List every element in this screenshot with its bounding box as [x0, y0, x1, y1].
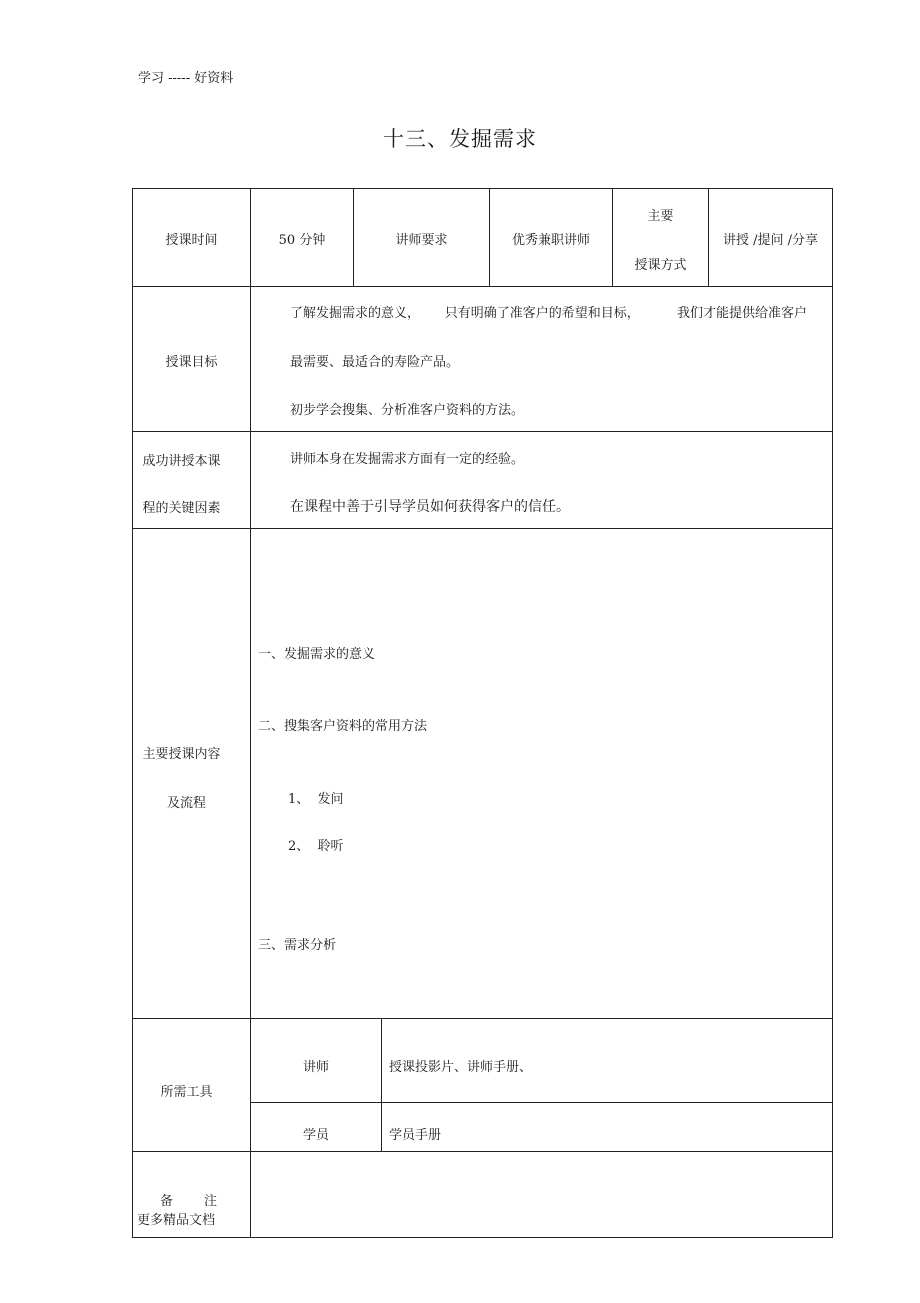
lesson-goal-line: 了解发掘需求的意义， 只有明确了准客户的希望和目标， 我们才能提供给准客户 [290, 306, 807, 321]
tools-teacher-label: 讲师 [302, 1060, 329, 1075]
table-border [132, 528, 833, 529]
key-factors-label-line1: 成功讲授本课 [142, 454, 221, 469]
teacher-requirement-value: 优秀兼职讲师 [511, 233, 590, 248]
table-border [250, 188, 251, 1238]
content-subitem: 2、 聆听 [288, 839, 344, 854]
notes-label-char2: 注 [204, 1194, 218, 1209]
notes-label-char1: 备 [160, 1194, 174, 1209]
table-border [132, 286, 833, 287]
teaching-method-label-line2: 授课方式 [634, 258, 687, 273]
content-label-line1: 主要授课内容 [142, 747, 221, 762]
lesson-goal-label: 授课目标 [165, 355, 218, 370]
key-factor-item: 在课程中善于引导学员如何获得客户的信任。 [290, 499, 570, 515]
table-border [132, 431, 833, 432]
lesson-time-label: 授课时间 [165, 233, 218, 248]
lesson-goal-line: 初步学会搜集、分析准客户资料的方法。 [290, 403, 525, 418]
teaching-method-value: 讲授 /提问 /分享 [722, 233, 819, 248]
table-border [132, 1237, 833, 1238]
document-title: 十三、发掘需求 [383, 127, 537, 151]
content-item: 一、发掘需求的意义 [258, 647, 376, 662]
table-border [132, 188, 833, 189]
teaching-method-label-line1: 主要 [647, 209, 674, 224]
content-item: 二、搜集客户资料的常用方法 [258, 719, 428, 734]
lesson-time-value: 50 分钟 [278, 233, 326, 248]
lesson-goal-line: 最需要、最适合的寿险产品。 [290, 355, 460, 370]
table-border [381, 1018, 382, 1152]
key-factor-item: 讲师本身在发掘需求方面有一定的经验。 [290, 452, 525, 467]
teacher-requirement-label: 讲师要求 [395, 233, 448, 248]
tools-label: 所需工具 [160, 1085, 213, 1100]
key-factors-label-line2: 程的关键因素 [142, 501, 221, 516]
table-border [250, 1102, 833, 1103]
table-border [132, 1151, 833, 1152]
tools-student-value: 学员手册 [389, 1128, 442, 1143]
table-border [832, 188, 833, 1238]
page-header-note: 学习 ----- 好资料 [138, 71, 234, 86]
tools-student-label: 学员 [302, 1128, 329, 1143]
content-subitem: 1、 发问 [288, 792, 344, 807]
table-border [132, 1018, 833, 1019]
content-label-line2: 及流程 [166, 796, 206, 811]
page-footer-note: 更多精品文档 [137, 1213, 216, 1228]
content-item: 三、需求分析 [258, 938, 337, 953]
tools-teacher-value: 授课投影片、讲师手册、 [389, 1060, 533, 1075]
